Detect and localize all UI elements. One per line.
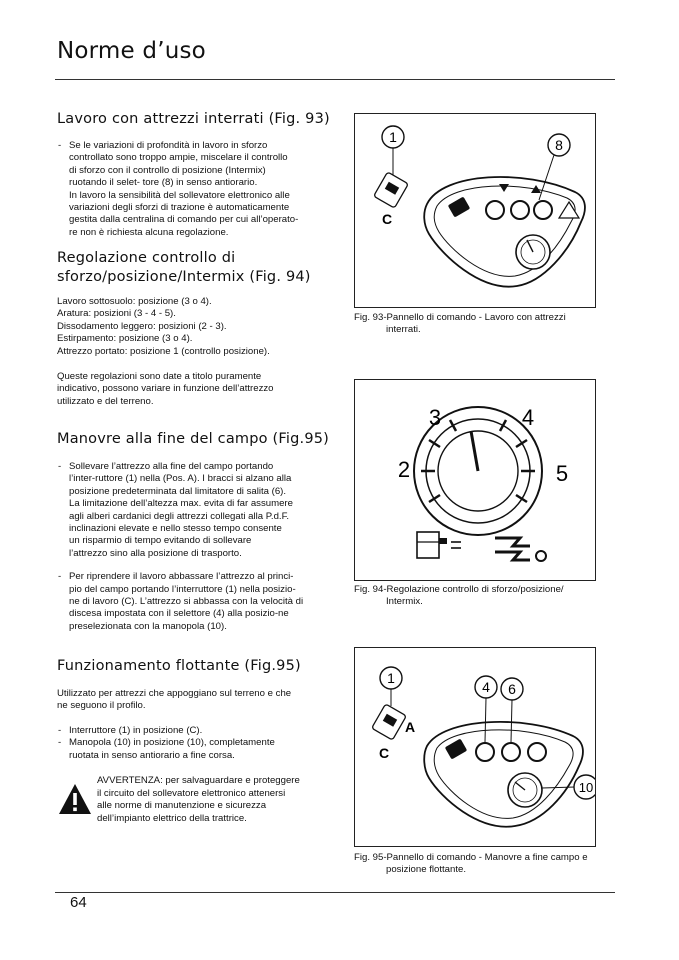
callout-10-label: 10 xyxy=(578,780,594,795)
setting-line: Aratura: posizioni (3 - 4 - 5). xyxy=(57,308,176,320)
text-line: agli alberi cardanici degli attrezzi collegati alla P.d.F. xyxy=(69,510,290,522)
setting-line: Dissodamento leggero: posizioni (2 - 3). xyxy=(57,320,227,332)
knob xyxy=(502,743,520,761)
figure-95 xyxy=(354,647,596,847)
text-line: - Se le variazioni di profondità in lavoro in sforzo xyxy=(69,140,268,151)
knob xyxy=(476,743,494,761)
switch-icon xyxy=(372,704,407,740)
text-line: - Manopola (10) in posizione (10), completamente xyxy=(69,737,275,749)
setting-line: Estirpamento: posizione (3 o 4). xyxy=(57,333,193,345)
knob xyxy=(534,201,552,219)
text-line: - Per riprendere il lavoro abbassare l’attrezzo al princi- xyxy=(69,571,294,583)
figure-95-caption xyxy=(354,852,616,877)
control-panel-illustration xyxy=(355,114,595,307)
caption-line: Fig. 93-Pannello di comando - Lavoro con attrezzi xyxy=(354,312,566,323)
settings-note xyxy=(57,371,337,408)
text-line: ne seguono il profilo. xyxy=(57,700,146,712)
text-line: di sforzo con il controllo di posizione (Intermix) xyxy=(69,164,266,176)
panel-outline xyxy=(424,722,583,827)
callout-6-label: 6 xyxy=(508,681,516,697)
figure-94-caption xyxy=(354,584,614,609)
text-line: utilizzato e del terreno. xyxy=(57,395,154,407)
text-line: l’attrezzo sino alla posizione di trasporto. xyxy=(69,547,242,559)
knob xyxy=(528,743,546,761)
page-title: Norme d’uso xyxy=(57,38,206,64)
text-line: - Sollevare l’attrezzo alla fine del campo portando xyxy=(69,461,274,472)
text-line: Utilizzato per attrezzi che appoggiano sul terreno e che xyxy=(57,688,292,699)
caption-line: interrati. xyxy=(386,324,421,336)
caption-line: Intermix. xyxy=(386,596,423,608)
setting-line: Attrezzo portato: posizione 1 (controllo posizione). xyxy=(57,345,270,357)
intermix-dial-illustration xyxy=(355,380,595,580)
text-line: posizione predeterminata dal limitatore di salita (6). xyxy=(69,485,287,497)
section-heading-flottante: Funzionamento flottante (Fig.95) xyxy=(57,658,301,674)
heading-line: sforzo/posizione/Intermix (Fig. 94) xyxy=(57,269,311,285)
position-letter-a: A xyxy=(405,719,416,735)
text-line: pio del campo portando l’interruttore (1) nella posizio- xyxy=(69,583,296,595)
setting-line: Lavoro sottosuolo: posizione (3 o 4). xyxy=(57,296,212,307)
text-line: indicativo, possono variare in funzione dell’attrezzo xyxy=(57,383,274,395)
text-line: il circuito del sollevatore elettronico attenersi xyxy=(97,787,286,799)
page-number: 64 xyxy=(70,894,87,911)
position-letter-c: C xyxy=(382,211,393,227)
section-heading-regolazione xyxy=(57,249,311,287)
text-line: discesa impostata con il selettore (4) alla posizio-ne xyxy=(69,608,289,620)
knob xyxy=(511,201,529,219)
text-line: AVVERTENZA: per salvaguardare e proteggere xyxy=(97,775,300,786)
text-line: l’inter-ruttore (1) nella (Pos. A). I bracci si alzano alla xyxy=(69,473,292,485)
section-body-manovre xyxy=(57,461,337,633)
figure-94 xyxy=(354,379,596,581)
text-line: ruotata in senso antiorario a fine corsa. xyxy=(69,749,235,761)
section-body-lavoro-interrati xyxy=(57,140,332,239)
header-divider xyxy=(55,79,615,80)
position-letter-c: C xyxy=(379,745,390,761)
text-line: dell’impianto elettrico della trattrice. xyxy=(97,812,247,824)
position-control-icon xyxy=(417,532,461,558)
callout-8-label: 8 xyxy=(555,137,563,153)
callout-4-label: 4 xyxy=(482,679,490,695)
text-line: re non è richiesta alcuna regolazione. xyxy=(69,226,229,238)
caption-line: Fig. 94-Regolazione controllo di sforzo/posizione/ xyxy=(354,584,564,595)
text-line: alle norme di manutenzione e sicurezza xyxy=(97,800,267,812)
dial-label-3: 3 xyxy=(428,405,442,430)
text-line: Queste regolazioni sono date a titolo puramente xyxy=(57,371,262,382)
text-line: gestita dalla centralina di comando per cui all’operato- xyxy=(69,214,299,226)
flottante-list xyxy=(57,725,337,762)
text-line: ne di lavoro (C). L’attrezzo si abbassa con la velocità di xyxy=(69,596,304,608)
callout-1-label: 1 xyxy=(387,670,395,686)
caption-line: posizione flottante. xyxy=(386,864,467,876)
caption-line: Fig. 95-Pannello di comando - Manovre a fine campo e xyxy=(354,852,588,863)
text-line: ruotando il selet- tore (8) in senso antiorario. xyxy=(69,177,258,189)
text-line: La limitazione dell’altezza max. evita di far assumere xyxy=(69,498,293,510)
text-line: variazioni degli sforzi di trazione è automaticamente xyxy=(69,202,290,214)
text-line: In lavoro la sensibilità del sollevatore elettronico alle xyxy=(69,189,290,201)
dial-pointer xyxy=(471,431,478,471)
text-line: - Interruttore (1) in posizione (C). xyxy=(69,725,203,736)
warning-text xyxy=(97,775,337,825)
draft-control-icon xyxy=(495,538,546,561)
dial-label-5: 5 xyxy=(555,461,569,486)
section-heading-lavoro-interrati: Lavoro con attrezzi interrati (Fig. 93) xyxy=(57,111,330,127)
flottante-intro xyxy=(57,688,337,713)
dial-label-4: 4 xyxy=(521,405,535,430)
heading-line: Regolazione controllo di xyxy=(57,250,236,266)
callout-1-label: 1 xyxy=(389,129,397,145)
figure-93 xyxy=(354,113,596,308)
text-line: inclinazioni elevate e nello stesso tempo consente xyxy=(69,523,282,535)
section-heading-manovre: Manovre alla fine del campo (Fig.95) xyxy=(57,431,330,447)
figure-93-caption xyxy=(354,312,614,337)
dial-label-2: 2 xyxy=(397,457,411,482)
text-line: un risparmio di tempo evitando di sollevare xyxy=(69,535,252,547)
text-line: preselezionata con la manopola (10). xyxy=(69,620,227,632)
warning-triangle-icon xyxy=(58,783,92,815)
settings-list xyxy=(57,296,337,358)
knob xyxy=(486,201,504,219)
text-line: controllato sono troppo ampie, miscelare il controllo xyxy=(69,152,288,164)
switch-icon xyxy=(374,172,409,208)
footer-divider xyxy=(55,892,615,893)
panel-outline xyxy=(424,177,585,287)
control-panel-illustration xyxy=(355,648,595,846)
